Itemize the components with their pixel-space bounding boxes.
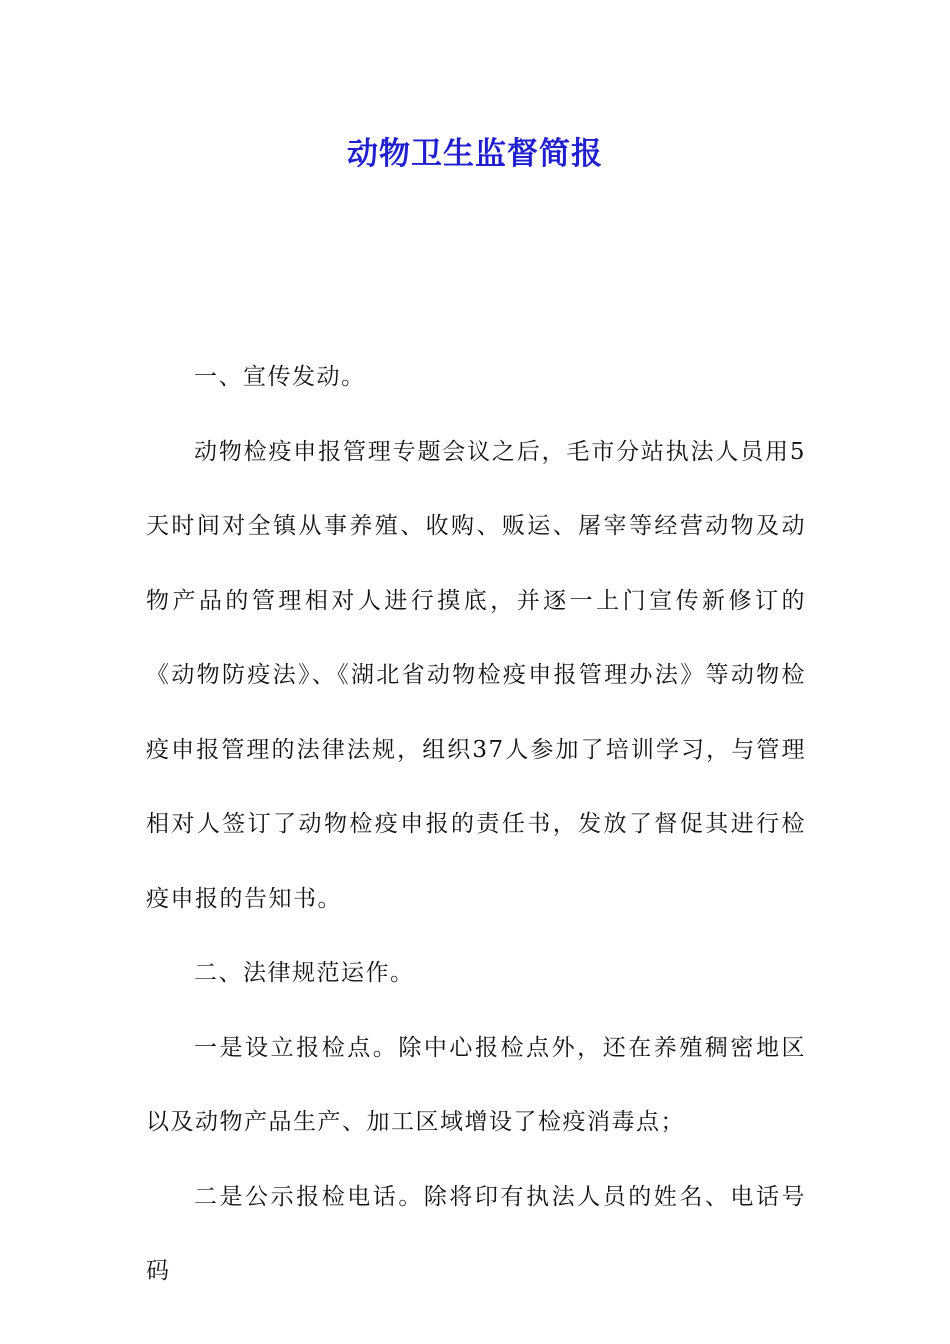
- body-paragraph: 二是公示报检电话。除将印有执法人员的姓名、电话号码: [146, 1183, 806, 1284]
- document-title: 动物卫生监督简报: [347, 136, 603, 172]
- section-heading-1: 一、宣传发动。: [194, 364, 366, 390]
- section-heading-2: 二、法律规范运作。: [194, 960, 415, 986]
- body-paragraph: 动物检疫申报管理专题会议之后，毛市分站执法人员用5天时间对全镇从事养殖、收购、贩运、屠宰等经营动物及动物产品的管理相对人进行摸底，并逐一上门宣传新修订的《动物防疫法》、《湖北省动物检疫申报管理办法》等动物检疫申报管理的法律法规，组织37人参加了培训学习，与管理相对人签订了动物检疫申报的责任书，发放了督促其进行检疫申报的告知书。: [146, 438, 806, 912]
- document-body: [146, 340, 806, 1309]
- body-paragraph: 一是设立报检点。除中心报检点外，还在养殖稠密地区以及动物产品生产、加工区域增设了检疫消毒点；: [146, 1034, 806, 1135]
